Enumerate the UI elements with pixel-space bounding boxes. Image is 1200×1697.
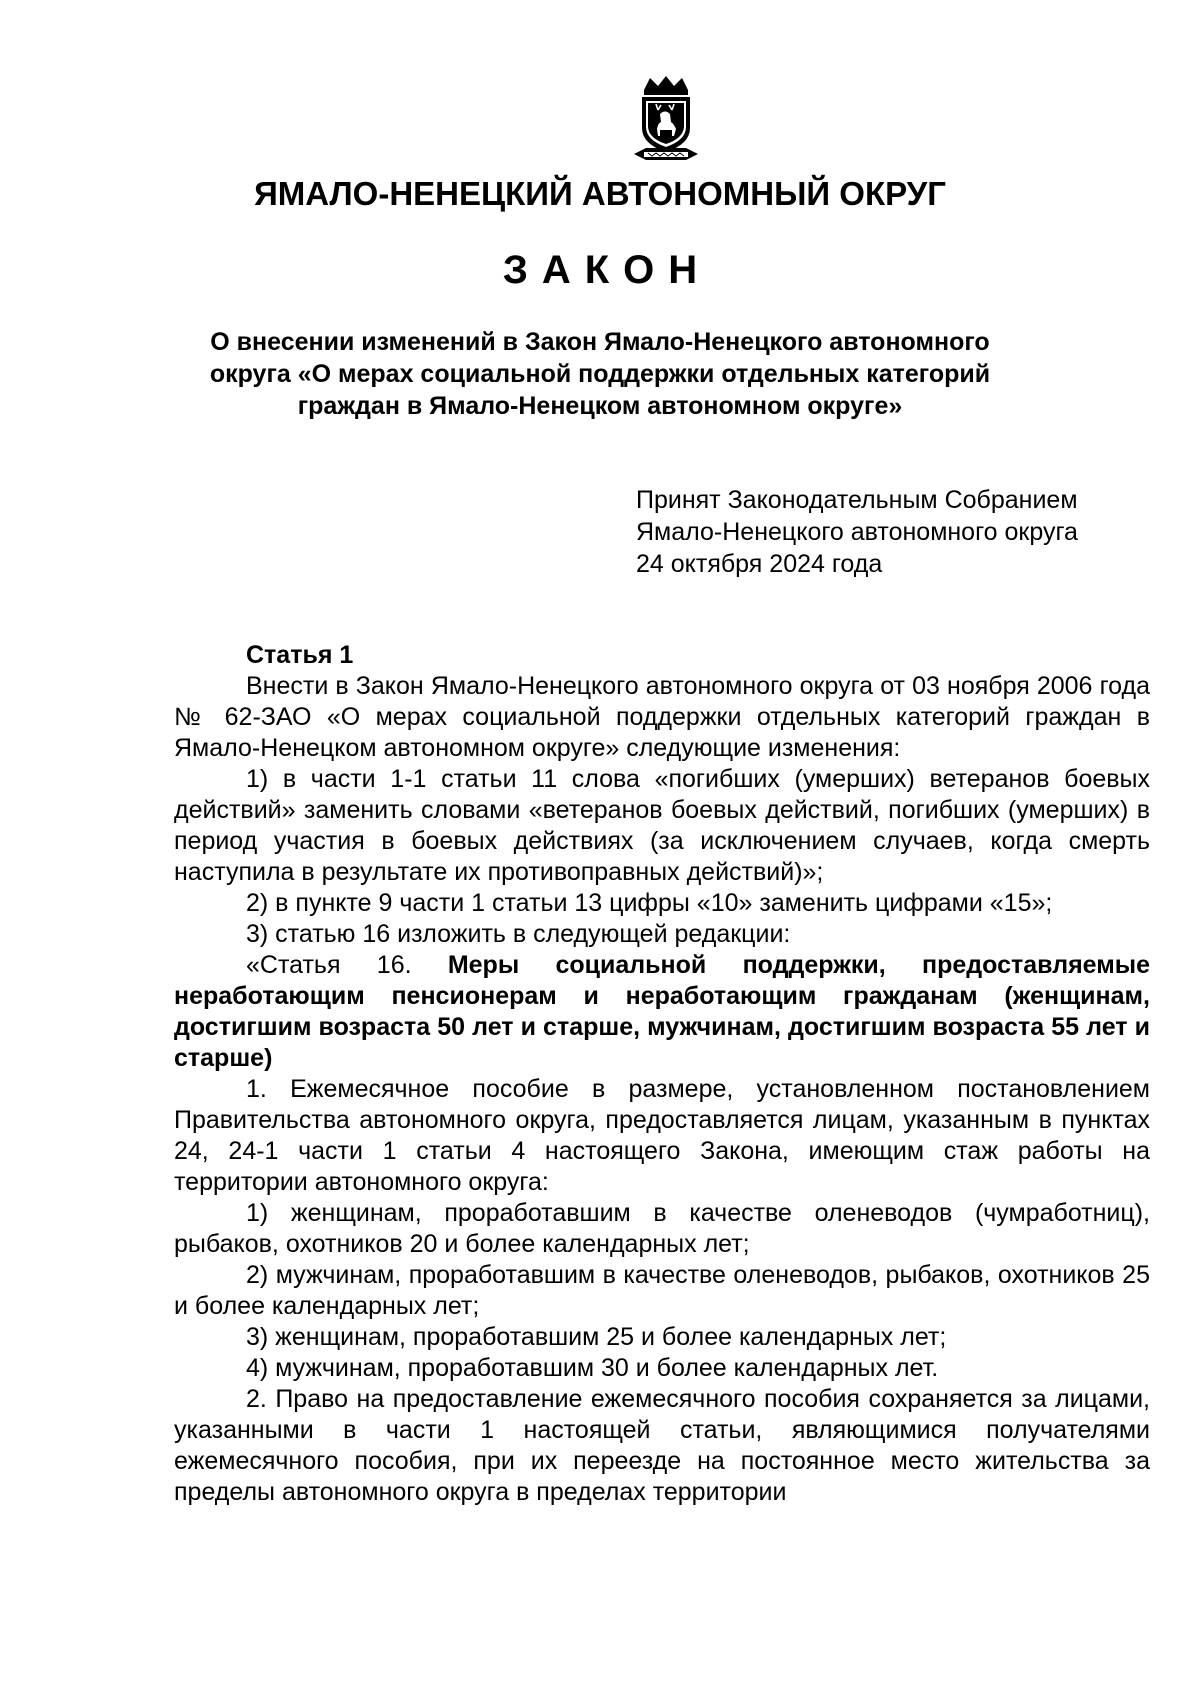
article-heading: Статья 1 bbox=[246, 641, 354, 669]
article-16-point: 1) женщинам, проработавшим в качестве оленеводов (чумработниц), рыбаков, охотников 20 и более календарных лет; bbox=[174, 1199, 1150, 1258]
amendment-item: 2) в пункте 9 части 1 статьи 13 цифры «10» заменить цифрами «15»; bbox=[246, 889, 1053, 917]
adoption-date: 24 октября 2024 года bbox=[636, 550, 883, 578]
article-1-body bbox=[174, 640, 1150, 1508]
article-16-title: Меры социальной поддержки, предоставляемые неработающим пенсионерам и неработающим гражданам (женщинам, достигшим возраста 50 лет и старше, мужчинам, достигшим возраста 55 лет и старше) bbox=[174, 951, 1150, 1072]
amendment-item: 1) в части 1-1 статьи 11 слова «погибших (умерших) ветеранов боевых действий» заменить словами «ветеранов боевых действий, погибших (умерших) в период участия в боевых действиях (за исключением случаев, когда смерть наступила в результате их противоправных действий)»; bbox=[174, 765, 1150, 886]
adoption-note bbox=[636, 484, 1156, 580]
article-16-prefix: «Статья 16. bbox=[246, 951, 448, 979]
law-title-line: округа «О мерах социальной поддержки отдельных категорий bbox=[209, 360, 991, 388]
article-16-part-1: 1. Ежемесячное пособие в размере, установленном постановлением Правительства автономного округа, предоставляется лицам, указанным в пунктах 24, 24-1 части 1 статьи 4 настоящего Закона, имеющим стаж работы на территории автономного округа: bbox=[174, 1075, 1150, 1196]
article-16-point: 2) мужчинам, проработавшим в качестве оленеводов, рыбаков, охотников 25 и более календарных лет; bbox=[174, 1261, 1150, 1320]
article-16-point: 3) женщинам, проработавшим 25 и более календарных лет; bbox=[246, 1323, 947, 1351]
law-title-line: граждан в Ямало-Ненецком автономном округе» bbox=[297, 392, 903, 420]
article-16-heading bbox=[174, 950, 1150, 1074]
amendment-item: 3) статью 16 изложить в следующей редакции: bbox=[246, 920, 791, 948]
coat-of-arms-emblem-icon bbox=[630, 74, 702, 162]
region-heading: ЯМАЛО-НЕНЕЦКИЙ АВТОНОМНЫЙ ОКРУГ bbox=[254, 175, 946, 212]
adoption-line: Ямало-Ненецкого автономного округа bbox=[636, 518, 1078, 546]
article-16-point: 4) мужчинам, проработавшим 30 и более календарных лет. bbox=[246, 1354, 939, 1382]
doc-type-heading: ЗАКОН bbox=[502, 248, 712, 292]
adoption-line: Принят Законодательным Собранием bbox=[636, 486, 1078, 514]
law-title-line: О внесении изменений в Закон Ямало-Ненецкого автономного bbox=[210, 328, 990, 356]
article-16-part-2: 2. Право на предоставление ежемесячного пособия сохраняется за лицами, указанными в части 1 настоящей статьи, являющимися получателями ежемесячного пособия, при их переезде на постоянное место жительства за пределы автономного округа в пределах территории bbox=[174, 1385, 1150, 1506]
article-intro: Внести в Закон Ямало-Ненецкого автономного округа от 03 ноября 2006 года № 62-ЗАО «О мерах социальной поддержки отдельных категорий граждан в Ямало-Ненецком автономном округе» следующие изменения: bbox=[174, 672, 1150, 762]
law-title bbox=[150, 326, 1050, 422]
